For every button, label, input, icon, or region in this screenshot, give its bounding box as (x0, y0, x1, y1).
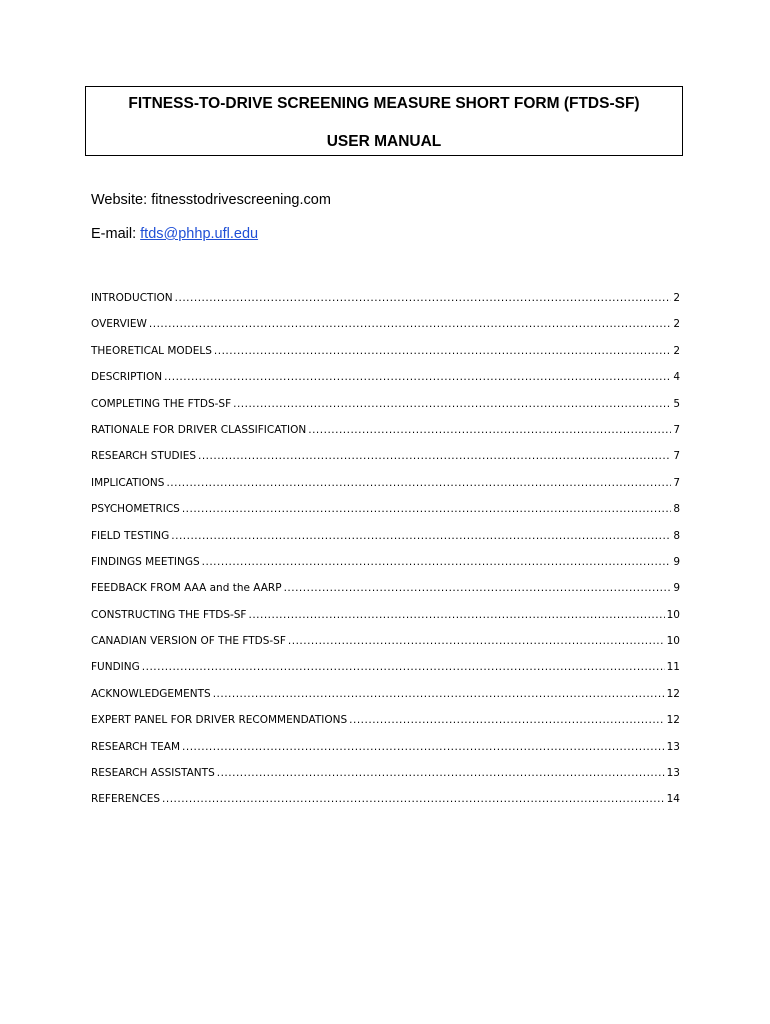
toc-leader-dots (284, 582, 672, 594)
toc-entry-label: REFERENCES (91, 793, 161, 806)
toc-entry-page: 12 (666, 714, 680, 727)
toc-entry[interactable] (91, 714, 680, 740)
toc-leader-dots (182, 503, 671, 515)
toc-leader-dots (182, 741, 665, 753)
toc-entry-label: PSYCHOMETRICS (91, 503, 180, 516)
toc-entry-label: CONSTRUCTING THE FTDS-SF (91, 608, 247, 621)
toc-entry-page: 2 (673, 344, 680, 357)
toc-entry[interactable] (91, 661, 680, 687)
toc-leader-dots (213, 688, 665, 700)
toc-entry[interactable] (91, 688, 680, 714)
toc-entry-label: CANADIAN VERSION OF THE FTDS-SF (91, 635, 286, 648)
website-line (91, 192, 331, 208)
toc-entry[interactable] (91, 556, 680, 582)
toc-entry-page: 8 (673, 503, 680, 516)
toc-entry-page: 7 (673, 476, 680, 489)
toc-entry-page: 7 (673, 423, 680, 436)
toc-entry-page: 2 (673, 318, 680, 331)
website-label: Website: (91, 192, 148, 208)
website-value: fitnesstodrivescreening.com (151, 192, 331, 208)
toc-entry-page: 12 (666, 687, 680, 700)
toc-entry-label: RESEARCH TEAM (91, 740, 181, 753)
toc-entry[interactable] (91, 318, 680, 344)
toc-entry[interactable] (91, 793, 680, 819)
toc-entry-page: 9 (673, 582, 680, 595)
toc-entry-label: RATIONALE FOR DRIVER CLASSIFICATION (91, 423, 307, 436)
toc-entry-page: 7 (673, 450, 680, 463)
toc-entry-label: OVERVIEW (91, 318, 147, 331)
toc-entry[interactable] (91, 292, 680, 318)
toc-entry-label: FUNDING (91, 661, 140, 674)
toc-leader-dots (233, 398, 671, 410)
toc-entry[interactable] (91, 503, 680, 529)
toc-entry-page: 10 (666, 635, 680, 648)
toc-entry-label: FEEDBACK FROM AAA and the AARP (91, 582, 282, 595)
toc-entry-page: 10 (666, 608, 680, 621)
toc-entry-page: 2 (673, 292, 680, 304)
toc-leader-dots (149, 318, 671, 330)
toc-entry[interactable] (91, 741, 680, 767)
toc-entry-page: 9 (673, 555, 680, 568)
table-of-contents (91, 292, 680, 820)
toc-leader-dots (142, 661, 665, 673)
toc-entry-label: THEORETICAL MODELS (91, 344, 212, 357)
toc-entry-page: 5 (673, 397, 680, 410)
toc-leader-dots (175, 292, 672, 304)
toc-entry[interactable] (91, 582, 680, 608)
toc-entry-label: COMPLETING THE FTDS-SF (91, 397, 232, 410)
toc-leader-dots (214, 345, 671, 357)
toc-leader-dots (349, 714, 664, 726)
toc-entry-label: FINDINGS MEETINGS (91, 555, 200, 568)
toc-leader-dots (248, 609, 664, 621)
toc-leader-dots (217, 767, 665, 779)
toc-entry-page: 14 (666, 793, 680, 806)
toc-entry[interactable] (91, 371, 680, 397)
toc-entry[interactable] (91, 635, 680, 661)
toc-entry-label: INTRODUCTION (91, 292, 173, 304)
toc-entry-label: RESEARCH ASSISTANTS (91, 767, 215, 780)
toc-entry-label: IMPLICATIONS (91, 476, 165, 489)
email-line (91, 226, 258, 242)
toc-leader-dots (198, 450, 671, 462)
toc-entry-label: EXPERT PANEL FOR DRIVER RECOMMENDATIONS (91, 714, 348, 727)
title-box (85, 86, 683, 156)
toc-entry[interactable] (91, 477, 680, 503)
toc-leader-dots (162, 793, 665, 805)
toc-leader-dots (202, 556, 672, 568)
email-label: E-mail: (91, 226, 137, 242)
toc-entry-label: ACKNOWLEDGEMENTS (91, 687, 211, 700)
toc-entry[interactable] (91, 450, 680, 476)
document-title: FITNESS-TO-DRIVE SCREENING MEASURE SHORT FORM (FTDS-SF) (128, 95, 640, 112)
toc-entry[interactable] (91, 424, 680, 450)
toc-leader-dots (171, 530, 671, 542)
toc-entry[interactable] (91, 530, 680, 556)
toc-entry-page: 8 (673, 529, 680, 542)
toc-leader-dots (308, 424, 671, 436)
toc-entry-label: DESCRIPTION (91, 371, 163, 384)
toc-leader-dots (288, 635, 665, 647)
toc-entry-page: 4 (673, 371, 680, 384)
toc-entry-label: RESEARCH STUDIES (91, 450, 196, 463)
toc-entry[interactable] (91, 345, 680, 371)
document-subtitle: USER MANUAL (326, 133, 442, 150)
toc-leader-dots (166, 477, 671, 489)
toc-leader-dots (164, 371, 671, 383)
toc-entry-page: 13 (666, 740, 680, 753)
toc-entry[interactable] (91, 609, 680, 635)
toc-entry-page: 11 (666, 661, 680, 674)
toc-entry[interactable] (91, 398, 680, 424)
toc-entry[interactable] (91, 767, 680, 793)
toc-entry-label: FIELD TESTING (91, 529, 170, 542)
email-link[interactable]: ftds@phhp.ufl.edu (140, 226, 259, 242)
toc-entry-page: 13 (666, 767, 680, 780)
